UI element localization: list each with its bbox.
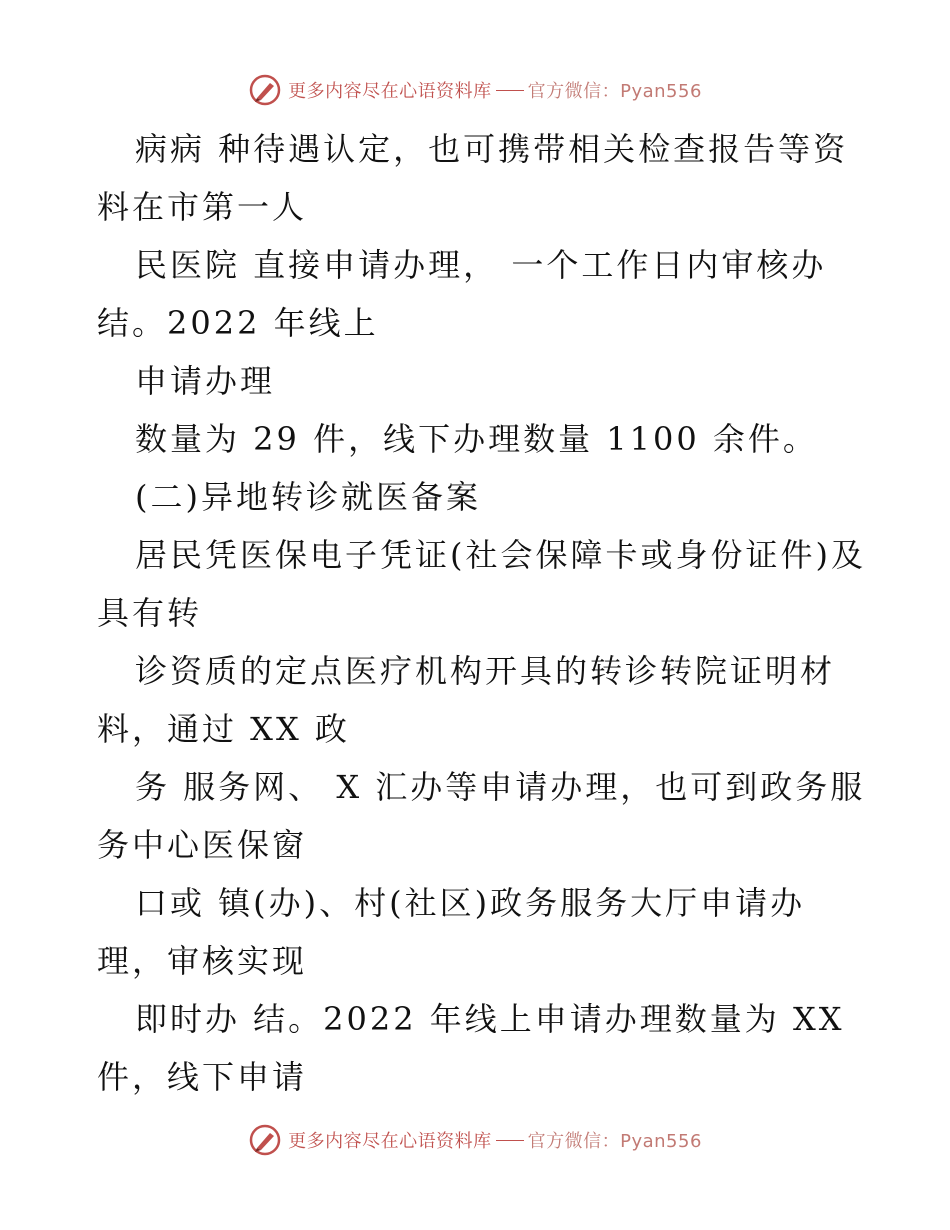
watermark-suffix: 官方微信：Pyan556 — [527, 81, 702, 102]
header-watermark — [0, 70, 950, 110]
paragraph-line: 民医院 直接申请办理， 一个工作日内审核办 — [135, 246, 827, 284]
paragraph-line: 居民凭医保电子凭证(社会保障卡或身份证件)及 — [135, 536, 866, 574]
paragraph-line: 申请办理 — [135, 362, 276, 400]
paragraph — [97, 526, 866, 642]
paragraph — [97, 642, 857, 758]
watermark-divider — [496, 90, 524, 91]
paragraph-line: 即时办 结。2022 年线上申请办理数量为 XX — [135, 1000, 845, 1038]
pen-logo-icon — [248, 73, 282, 107]
watermark-divider — [496, 1140, 524, 1141]
paragraph-line: 数量为 29 件，线下办理数量 1100 余件。 — [135, 420, 818, 458]
paragraph-line: 理，审核实现 — [97, 942, 308, 980]
heading-line: (二)异地转诊就医备案 — [135, 478, 481, 516]
paragraph — [97, 120, 857, 236]
paragraph-line: 务中心医保窗 — [97, 826, 308, 864]
watermark-suffix: 官方微信：Pyan556 — [527, 1131, 702, 1152]
watermark-brand: 更多内容尽在心语资料库 — [288, 81, 492, 102]
paragraph-line: 病病 种待遇认定，也可携带相关检查报告等资 — [135, 130, 849, 168]
paragraph-line: 口或 镇(办)、村(社区)政务服务大厅申请办 — [135, 884, 806, 922]
paragraph-line: 件，线下申请 — [97, 1058, 308, 1096]
paragraph — [97, 410, 857, 468]
paragraph-line: 务 服务网、 X 汇办等申请办理，也可到政务服 — [135, 768, 866, 806]
paragraph-line: 具有转 — [97, 594, 203, 632]
paragraph — [97, 990, 857, 1106]
paragraph-line: 诊资质的定点医疗机构开具的转诊转院证明材 — [135, 652, 836, 690]
paragraph — [97, 874, 857, 990]
paragraph — [97, 758, 866, 874]
paragraph-line: 结。2022 年线上 — [97, 304, 379, 342]
document-body — [97, 120, 866, 1106]
pen-logo-icon — [248, 1123, 282, 1157]
watermark-brand: 更多内容尽在心语资料库 — [288, 1131, 492, 1152]
section-heading — [97, 468, 857, 526]
footer-watermark — [0, 1120, 950, 1160]
paragraph — [97, 352, 857, 410]
paragraph — [97, 236, 857, 352]
paragraph-line: 料在市第一人 — [97, 188, 308, 226]
paragraph-line: 料，通过 XX 政 — [97, 710, 350, 748]
